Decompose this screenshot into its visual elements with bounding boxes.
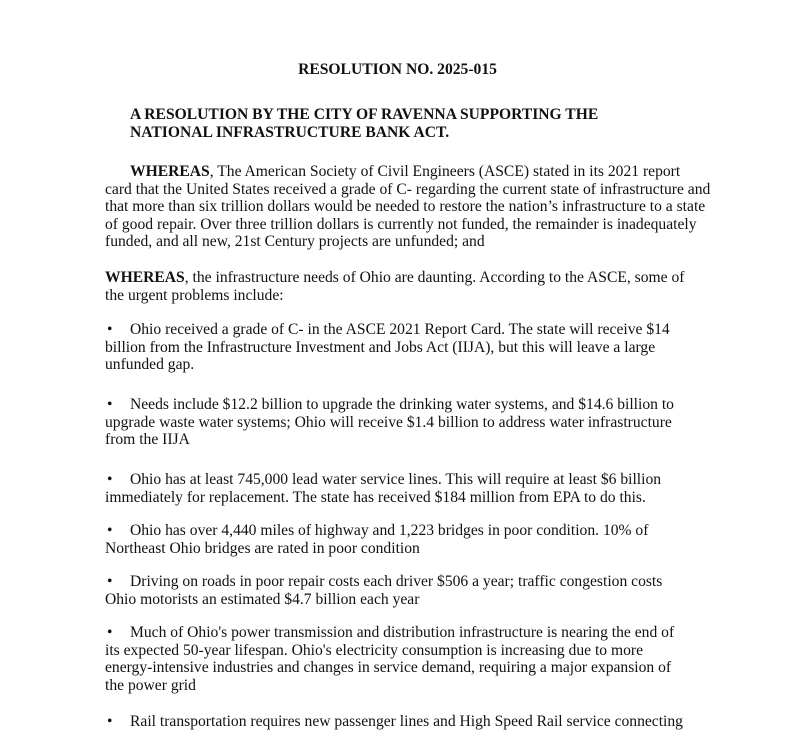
line-text: from the IIJA xyxy=(105,431,190,449)
line-text: Needs include $12.2 billion to upgrade the drinking water systems, and $14.6 billion to xyxy=(130,396,674,413)
line-text: that more than six trillion dollars would be needed to restore the nation’s infrastructure to a state xyxy=(105,198,706,216)
paragraph-line xyxy=(105,163,705,181)
bullet-line xyxy=(105,659,705,677)
line-text: unfunded gap. xyxy=(105,356,195,374)
line-text: , The American Society of Civil Engineers (ASCE) stated in its 2021 report xyxy=(209,163,681,180)
line-text: Northeast Ohio bridges are rated in poor condition xyxy=(105,539,420,557)
whereas-lead: WHEREAS xyxy=(130,163,210,180)
bullet-line xyxy=(105,677,705,695)
bullet-line xyxy=(105,471,705,489)
whereas-paragraph xyxy=(105,269,705,304)
paragraph-line xyxy=(105,269,705,287)
line-text: , the infrastructure needs of Ohio are daunting. According to the ASCE, some of xyxy=(184,269,685,286)
line-text: the urgent problems include: xyxy=(105,286,284,304)
bullet-item xyxy=(105,321,705,374)
line-text: Driving on roads in poor repair costs each driver $506 a year; traffic congestion costs xyxy=(130,573,663,590)
bullet-icon: • xyxy=(107,624,113,641)
bullet-line xyxy=(105,591,705,609)
line-text: Ohio has over 4,440 miles of highway and 1,223 bridges in poor condition. 10% of xyxy=(130,522,649,539)
bullet-icon: • xyxy=(107,471,113,488)
whereas-lead: WHEREAS xyxy=(105,269,185,286)
resolution-title: RESOLUTION NO. 2025-015 xyxy=(298,61,497,78)
resolution-subtitle-line-1: A RESOLUTION BY THE CITY OF RAVENNA SUPPORTING THE xyxy=(130,106,599,123)
line-text: Rail transportation requires new passenger lines and High Speed Rail service connecting xyxy=(130,713,683,730)
line-text: funded, and all new, 21st Century projects are unfunded; and xyxy=(105,233,485,251)
line-text: upgrade waste water systems; Ohio will receive $1.4 billion to address water infrastructure xyxy=(105,413,672,431)
line-text: energy-intensive industries and changes in service demand, requiring a major expansion of xyxy=(105,659,672,677)
line-text: of good repair. Over three trillion dollars is currently not funded, the remainder is inadequately xyxy=(105,215,697,233)
line-text: its expected 50-year lifespan. Ohio's electricity consumption is increasing due to more xyxy=(105,641,644,659)
line-text: card that the United States received a grade of C- regarding the current state of infrastructure and xyxy=(105,180,711,198)
line-text: the power grid xyxy=(105,676,196,694)
paragraph-line xyxy=(105,216,705,234)
bullet-line xyxy=(105,713,705,731)
whereas-paragraph xyxy=(105,163,711,251)
line-text: Ohio motorists an estimated $4.7 billion each year xyxy=(105,590,420,608)
bullet-line xyxy=(105,489,705,507)
line-text: Much of Ohio's power transmission and distribution infrastructure is nearing the end of xyxy=(130,624,675,641)
paragraph-line xyxy=(105,198,705,216)
bullet-icon: • xyxy=(107,713,113,730)
bullet-icon: • xyxy=(107,522,113,539)
bullet-icon: • xyxy=(107,321,113,338)
bullet-item xyxy=(105,396,705,449)
line-text: Ohio has at least 745,000 lead water service lines. This will require at least $6 billion xyxy=(130,471,662,488)
bullet-line xyxy=(105,522,705,540)
paragraph-line xyxy=(105,180,711,199)
bullet-line xyxy=(105,356,705,374)
bullet-item xyxy=(105,624,705,694)
bullet-line xyxy=(105,540,705,558)
bullet-line xyxy=(105,573,705,591)
bullet-item xyxy=(105,573,705,608)
bullet-icon: • xyxy=(107,573,113,590)
bullet-item xyxy=(105,522,705,557)
line-text: Ohio received a grade of C- in the ASCE 2021 Report Card. The state will receive $14 xyxy=(130,321,670,338)
bullet-item xyxy=(105,471,705,506)
line-text: immediately for replacement. The state has received $184 million from EPA to do this. xyxy=(105,488,646,506)
bullet-line xyxy=(105,396,705,414)
bullet-line xyxy=(105,431,705,449)
paragraph-line xyxy=(105,287,705,305)
line-text: billion from the Infrastructure Investment and Jobs Act (IIJA), but this will leave a large xyxy=(105,338,656,356)
bullet-icon: • xyxy=(107,396,113,413)
bullet-line xyxy=(105,642,705,660)
bullet-line xyxy=(105,414,705,432)
paragraph-line xyxy=(105,233,705,251)
bullet-line xyxy=(105,339,705,357)
resolution-subtitle-line-2: NATIONAL INFRASTRUCTURE BANK ACT. xyxy=(130,124,450,141)
bullet-item xyxy=(105,713,705,731)
bullet-line xyxy=(105,321,705,339)
bullet-line xyxy=(105,624,705,642)
